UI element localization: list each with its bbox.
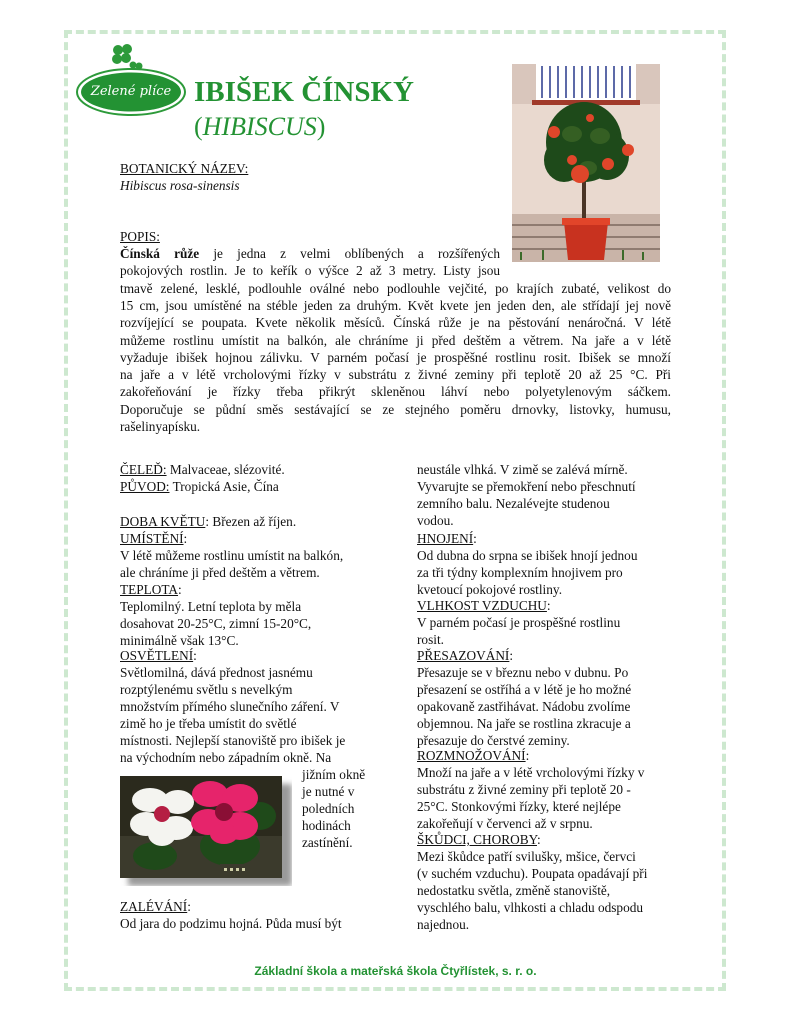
osvetleni-side-line: zastínění.: [302, 835, 353, 850]
presazovani-text-line: Přesazuje se v březnu nebo v dubnu. Po: [417, 665, 629, 680]
osvetleni-text-line: na východním nebo západním okně. Na: [120, 750, 332, 765]
zalevani-heading: [120, 898, 191, 915]
skudci-text-line: Mezi škůdce patří svilušky, mšice, červci: [417, 849, 636, 864]
popis-line-text: rašelinyapísku.: [120, 419, 201, 434]
umisteni-colon: :: [183, 531, 188, 546]
rozmnozovani-text-line: substrátu z živné zeminy při teplotě 20 -: [417, 782, 631, 797]
teplota-text-line: dosahovat 20-25°C, zimní 15-20°C,: [120, 616, 312, 631]
hnojeni-heading: [417, 530, 477, 547]
popis-line: [120, 418, 671, 435]
botanic-name-value: Hibiscus rosa-sinensis: [120, 178, 240, 193]
presazovani-label: PŘESAZOVÁNÍ: [417, 648, 510, 663]
popis-line: [120, 262, 500, 279]
osvetleni-text-line: množstvím přímého slunečního záření. V: [120, 699, 340, 714]
puvod-value: Tropická Asie, Čína: [169, 479, 279, 494]
teplota-colon: :: [178, 582, 182, 597]
zalevani-continued-line: vodou.: [417, 513, 454, 528]
rozmnozovani-text-line: Množí na jaře a v létě vrcholovými řízky v: [417, 765, 645, 780]
popis-line-text: vyžaduje ibišek hojnou zálivku. V parném počasí je prospěšné rostlinu rosit. Ibišek se množí: [120, 349, 671, 365]
osvetleni-colon: :: [193, 648, 197, 663]
doba-row: [120, 513, 296, 530]
skudci-colon: :: [536, 832, 541, 847]
umisteni-heading: [120, 530, 187, 547]
vlhkost-text-line: V parném počasí je prospěšné rostlinu: [417, 615, 621, 630]
presazovani-colon: :: [509, 648, 514, 663]
popis-line-text: můžeme rostlinu umístit na balkón, ale chráníme ji před deštěm a větrem. Na jaře a v létě: [120, 332, 671, 348]
zalevani-continued-line: neustále vlhká. V zimě se zalévá mírně.: [417, 462, 628, 477]
popis-line-text: tmavě zelené, lesklé, podlouhle oválné nebo podlouhle vejčité, po krajích zubaté, velikost do: [120, 280, 671, 296]
umisteni-text-line: ale chráníme ji před deštěm a větrem.: [120, 565, 320, 580]
hnojeni-colon: :: [473, 531, 477, 546]
presazovani-text-line: přesazení se ostříhá a v létě je ho možné: [417, 682, 632, 697]
celed-row: [120, 461, 285, 478]
popis-line: [120, 383, 671, 400]
popis-line-text: pokojových rostlin. Je to keřík o výšce 2 až 3 metry. Listy jsou: [120, 263, 500, 279]
popis-line: [120, 245, 500, 262]
popis-line-text: na jaře a v létě vrcholovými řízky v substrátu z živné zeminy při teplotě 20 až 25 °C. Při: [120, 367, 671, 383]
doba-value: : Březen až říjen.: [205, 514, 297, 529]
rozmnozovani-text-line: 25°C. Stonkovými řízky, které nejlépe: [417, 799, 621, 814]
osvetleni-label: OSVĚTLENÍ: [120, 648, 194, 663]
popis-line: [120, 366, 671, 383]
osvetleni-text-line: místnosti. Nejlepší stanoviště pro ibišek je: [120, 733, 346, 748]
rozmnozovani-colon: :: [525, 748, 530, 763]
hnojeni-text-line: kvetoucí pokojové rostliny.: [417, 582, 563, 597]
popis-line-text: Doporučuje se půdní směs sestávající se ze stejného poměru drnovky, listovky, humusu,: [120, 401, 671, 417]
osvetleni-side-line: jižním okně: [302, 767, 366, 782]
page-title: IBIŠEK ČÍNSKÝ: [194, 76, 414, 108]
popis-line: [120, 280, 671, 297]
zalevani-text-line: Od jara do podzimu hojná. Půda musí být: [120, 916, 342, 931]
umisteni-label: UMÍSTĚNÍ: [120, 531, 184, 546]
osvetleni-text-line: Světlomilná, dává přednost jasnému: [120, 665, 313, 680]
popis-line: [120, 401, 671, 418]
popis-line: [120, 297, 671, 314]
popis-bold-term: Čínská růže: [120, 246, 200, 261]
hibiscus-flowers-photo: [120, 776, 292, 886]
popis-line: [120, 349, 671, 366]
popis-line: [120, 332, 671, 349]
hibiscus-pot-photo: [512, 64, 660, 262]
presazovani-text-line: opakovaně zastřihávat. Nádobu zvolíme: [417, 699, 631, 714]
skudci-text-line: vyschlého balu, vlhkosti a chladu odspodu: [417, 900, 644, 915]
skudci-heading: [417, 831, 541, 848]
logo-graphic: [76, 40, 186, 120]
osvetleni-text-line: zimě ho je třeba umístit do světlé: [120, 716, 297, 731]
rozmnozovani-text-line: zakořeňují v červenci až v srpnu.: [417, 816, 593, 831]
popis-line-text: 15 cm, jsou umístěné na stéble jeden za druhým. Květ kvete jen jeden den, ale střídají jej nově: [120, 297, 671, 313]
vlhkost-label: VLHKOST VZDUCHU: [417, 598, 547, 613]
teplota-text-line: Teplomilný. Letní teplota by měla: [120, 599, 302, 614]
teplota-label: TEPLOTA: [120, 582, 179, 597]
celed-label: ČELEĎ:: [120, 462, 167, 477]
popis-line-text: zakořeňování je řízky třeba přikrýt skleněnou láhví nebo polyetylenovým sáčkem.: [120, 384, 671, 400]
puvod-label: PŮVOD:: [120, 479, 170, 494]
osvetleni-heading: [120, 647, 197, 664]
popis-label: POPIS:: [120, 229, 160, 244]
hnojeni-text-line: za tři týdny komplexním hnojivem pro: [417, 565, 623, 580]
osvetleni-side-line: hodinách: [302, 818, 351, 833]
skudci-text-line: najednou.: [417, 917, 470, 932]
popis-line: [120, 314, 671, 331]
botanic-name-label: BOTANICKÝ NÁZEV:: [120, 161, 249, 176]
puvod-row: [120, 478, 279, 495]
zalevani-colon: :: [187, 899, 191, 914]
teplota-text-line: minimálně však 13°C.: [120, 633, 239, 648]
presazovani-text-line: objemnou. Na jaře se rostlina zkracuje a: [417, 716, 631, 731]
popis-line-text: je jedna z velmi oblíbených a rozšířených: [199, 246, 500, 261]
teplota-heading: [120, 581, 182, 598]
celed-value: Malvaceae, slézovité.: [166, 462, 285, 477]
logo-text: Zelené plíce: [90, 84, 172, 99]
zalevani-continued-line: Vyvarujte se přemokření nebo přeschnutí: [417, 479, 636, 494]
vlhkost-colon: :: [546, 598, 551, 613]
osvetleni-side-line: je nutné v: [302, 784, 355, 799]
hnojeni-label: HNOJENÍ: [417, 531, 474, 546]
rozmnozovani-heading: [417, 747, 529, 764]
doba-label: DOBA KVĚTU: [120, 514, 206, 529]
osvetleni-side-line: poledních: [302, 801, 355, 816]
popis-line-text: rozvíjející se poupata. Kvete několik měsíců. Čínská růže je na pěstování nenáročná. V létě: [120, 315, 671, 331]
page-subtitle: (HIBISCUS): [194, 112, 326, 141]
zalevani-label: ZALÉVÁNÍ: [120, 899, 188, 914]
hnojeni-text-line: Od dubna do srpna se ibišek hnojí jednou: [417, 548, 638, 563]
skudci-text-line: (v suchém vzduchu). Poupata opadávají při: [417, 866, 648, 881]
presazovani-heading: [417, 647, 513, 664]
skudci-text-line: nedostatku světla, změně stanoviště,: [417, 883, 611, 898]
footer-school-name: Základní škola a mateřská škola Čtyřlístek, s. r. o.: [254, 964, 537, 978]
rozmnozovani-label: ROZMNOŽOVÁNÍ: [417, 748, 526, 763]
osvetleni-text-line: rozptýlenému světlu s nevelkým: [120, 682, 293, 697]
umisteni-text-line: V létě můžeme rostlinu umístit na balkón,: [120, 548, 344, 563]
zalevani-continued-line: zemního balu. Nezalévejte studenou: [417, 496, 610, 511]
skudci-label: ŠKŮDCI, CHOROBY: [417, 832, 537, 847]
presazovani-text-line: přesazuje do čerstvé zeminy.: [417, 733, 570, 748]
logo: [76, 40, 186, 120]
vlhkost-text-line: rosit.: [417, 632, 444, 647]
vlhkost-heading: [417, 597, 551, 614]
